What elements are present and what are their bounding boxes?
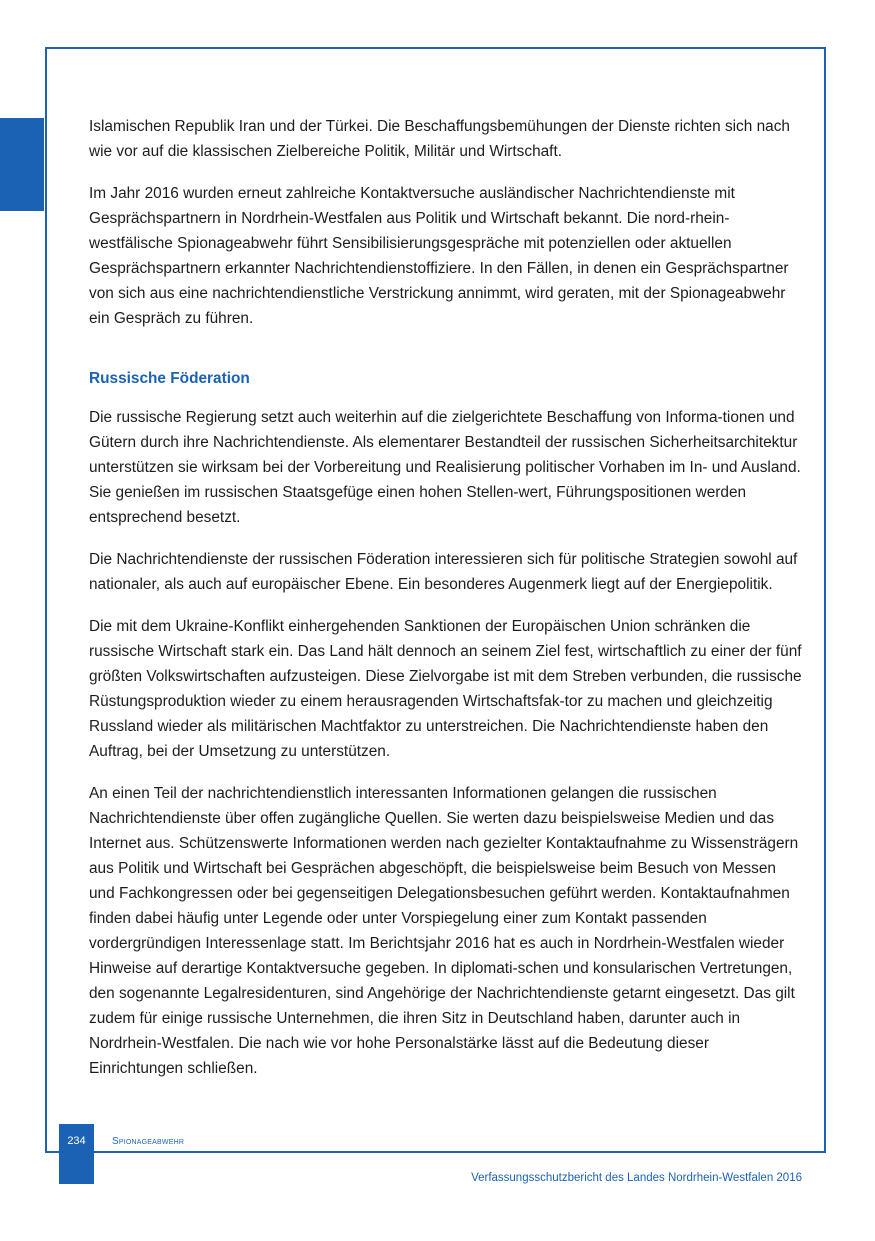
- paragraph: Die Nachrichtendienste der russischen Föderation interessieren sich für politische Strategien sowohl auf nationaler, als auch auf europäischer Ebene. Ein besonderes Augenmerk liegt auf der Energiepolitik.: [89, 551, 798, 593]
- paragraph: Die russische Regierung setzt auch weiterhin auf die zielgerichtete Beschaffung von Informa-tionen und Gütern durch ihre Nachrichtendienste. Als elementarer Bestandteil der russischen Sicherheitsarchitektur unterstützen sie wirksam bei der Vorbereitung und Realisierung politischer Vorhaben im In- und Ausland. Sie genießen im russischen Staatsgefüge einen hohen Stellen-wert, Führungspositionen werden entsprechend besetzt.: [89, 409, 801, 526]
- paragraph: Islamischen Republik Iran und der Türkei. Die Beschaffungsbemühungen der Dienste richten sich nach wie vor auf die klassischen Zielbereiche Politik, Militär und Wirtschaft.: [89, 118, 790, 160]
- side-tab-marker: [0, 118, 44, 211]
- document-body: [89, 114, 805, 1098]
- section-heading: Russische Föderation: [89, 370, 250, 387]
- publication-title: Verfassungsschutzbericht des Landes Nordrhein-Westfalen 2016: [471, 1172, 802, 1184]
- paragraph: Im Jahr 2016 wurden erneut zahlreiche Kontaktversuche ausländischer Nachrichtendienste mit Gesprächspartnern in Nordrhein-Westfalen aus Politik und Wirtschaft bekannt. Die nord-rhein-westfälische Spionageabwehr führt Sensibilisierungsgespräche mit potenziellen oder aktuellen Gesprächspartnern erkannter Nachrichtendienstoffiziere. In den Fällen, in denen ein Gesprächspartner von sich aus eine nachrichtendienstliche Verstrickung annimmt, wird geraten, mit der Spionageabwehr ein Gespräch zu führen.: [89, 185, 789, 327]
- page-number: 234: [67, 1135, 86, 1147]
- running-section-title: Spionageabwehr: [112, 1136, 185, 1147]
- paragraph: Die mit dem Ukraine-Konflikt einhergehenden Sanktionen der Europäischen Union schränken die russische Wirtschaft stark ein. Das Land hält dennoch an seinem Ziel fest, wirtschaftlich zu einer der fünf größten Volkswirtschaften aufzusteigen. Diese Zielvorgabe ist mit dem Streben verbunden, die russische Rüstungsproduktion wieder zu einem herausragenden Wirtschaftsfak-tor zu machen und gleichzeitig Russland wieder als militärischen Machtfaktor zu unterstreichen. Die Nachrichtendienste haben den Auftrag, bei der Umsetzung zu unterstützen.: [89, 618, 802, 760]
- paragraph: An einen Teil der nachrichtendienstlich interessanten Informationen gelangen die russischen Nachrichtendienste über offen zugängliche Quellen. Sie werten dazu beispielsweise Medien und das Internet aus. Schützenswerte Informationen werden nach gezielter Kontaktaufnahme zu Wissensträgern aus Politik und Wirtschaft bei Gesprächen abgeschöpft, die beispielsweise beim Besuch von Messen und Fachkongressen oder bei gegenseitigen Delegationsbesuchen geführt werden. Kontaktaufnahmen finden dabei häufig unter Legende oder unter Vorspiegelung einer zum Kontakt passenden vordergründigen Interessenlage statt. Im Berichtsjahr 2016 hat es auch in Nordrhein-Westfalen wieder Hinweise auf derartige Kontaktversuche gegeben. In diplomati-schen und konsularischen Vertretungen, den sogenannte Legalresidenturen, sind Angehörige der Nachrichtendienste getarnt eingesetzt. Das gilt zudem für einige russische Unternehmen, die ihren Sitz in Deutschland haben, darunter auch in Nordrhein-Westfalen. Die nach wie vor hohe Personalstärke lässt auf die Bedeutung dieser Einrichtungen schließen.: [89, 785, 799, 1077]
